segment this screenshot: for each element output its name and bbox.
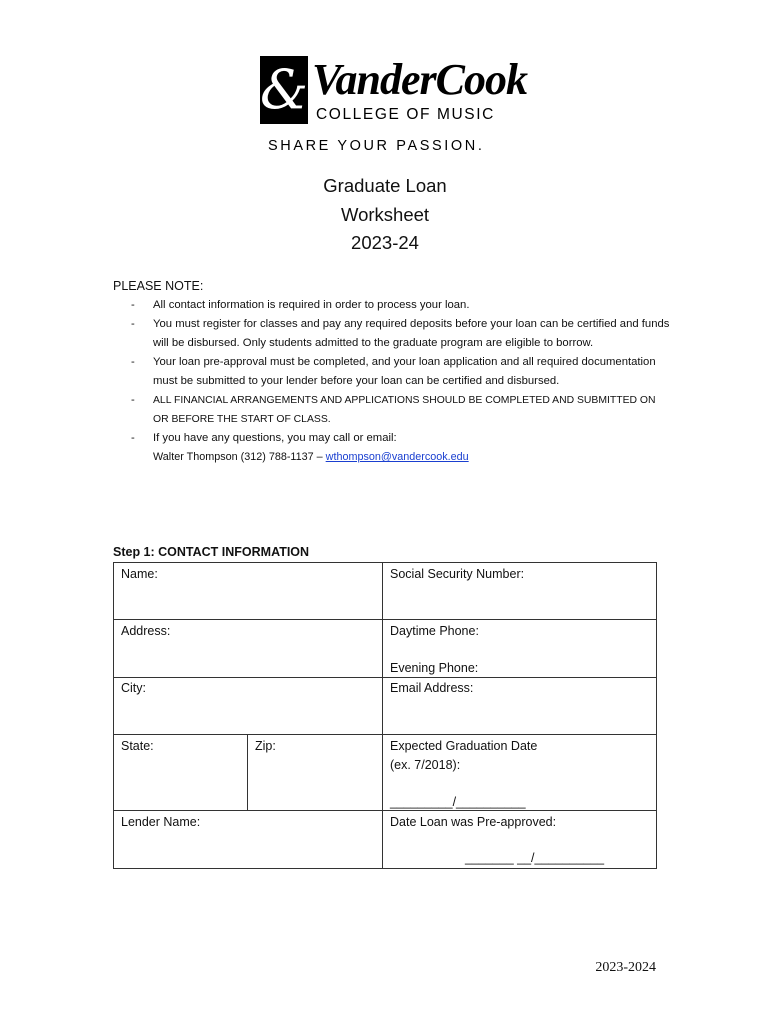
- college-logo: [258, 55, 527, 156]
- contact-information-table: [113, 562, 657, 869]
- list-item: - All contact information is required in order to process your loan.: [113, 296, 673, 315]
- table-border-top: [113, 562, 657, 563]
- list-item: - ALL FINANCIAL ARRANGEMENTS AND APPLICATIONS SHOULD BE COMPLETED AND SUBMITTED ON OR BEFORE THE START OF CLASS.: [113, 391, 673, 429]
- address-field[interactable]: Address:: [121, 624, 171, 638]
- name-field[interactable]: Name:: [121, 567, 158, 581]
- table-row-divider: [113, 810, 657, 811]
- contact-email-link[interactable]: wthompson@vandercook.edu: [325, 451, 469, 463]
- graduation-date-label: Expected Graduation Date: [390, 739, 538, 753]
- title-line-3: 2023-24: [351, 232, 419, 253]
- email-field[interactable]: Email Address:: [390, 681, 474, 695]
- lender-name-field[interactable]: Lender Name:: [121, 815, 201, 829]
- treble-clef-logo-mark: &: [260, 56, 308, 124]
- graduation-date-field[interactable]: _________/__________: [390, 795, 526, 809]
- zip-field[interactable]: Zip:: [255, 739, 276, 753]
- state-zip-divider: [247, 734, 248, 811]
- logo-tagline: SHARE YOUR PASSION.: [268, 138, 485, 154]
- preapproval-date-label: Date Loan was Pre-approved:: [390, 815, 557, 829]
- document-title: [0, 172, 770, 258]
- list-item: - If you have any questions, you may call or email: Walter Thompson (312) 788-1137 – wthompson@vandercook.edu: [113, 429, 673, 467]
- bullet-dash: -: [131, 432, 135, 444]
- bullet-dash: -: [131, 356, 135, 368]
- table-row-divider: [113, 734, 657, 735]
- table-border-right: [656, 562, 657, 869]
- preapproval-date-field[interactable]: _______ __/__________: [465, 851, 605, 865]
- title-line-2: Worksheet: [340, 203, 430, 225]
- logo-subtitle: COLLEGE OF MUSIC: [316, 106, 495, 123]
- table-row-divider: [113, 677, 657, 678]
- list-item: - You must register for classes and pay any required deposits before your loan can be certified and funds will be disbursed. Only students admitted to the graduate program are eligible to borrow.: [113, 315, 673, 353]
- notes-list: [113, 296, 673, 467]
- step1-heading: Step 1: CONTACT INFORMATION: [113, 545, 310, 559]
- bullet-dash: -: [131, 299, 135, 311]
- table-column-divider: [382, 562, 383, 869]
- bullet-dash: -: [131, 318, 135, 330]
- bullet-dash: -: [131, 394, 135, 406]
- please-note-heading: PLEASE NOTE:: [113, 279, 204, 293]
- graduation-date-example: (ex. 7/2018):: [390, 758, 461, 772]
- table-border-bottom: [113, 868, 657, 869]
- table-row-divider: [113, 619, 657, 620]
- page-footer: 2023-2024: [595, 960, 656, 975]
- title-line-1: Graduate Loan: [323, 175, 447, 196]
- list-item: - Your loan pre-approval must be completed, and your loan application and all required documentation must be submitted to your lender before your loan can be certified and disbursed.: [113, 353, 673, 391]
- logo-name: VanderCook: [312, 55, 527, 104]
- contact-line: Walter Thompson (312) 788-1137 – wthompson@vandercook.edu: [153, 451, 469, 463]
- state-field[interactable]: State:: [121, 739, 154, 753]
- table-border-left: [113, 562, 114, 869]
- city-field[interactable]: City:: [121, 681, 146, 695]
- daytime-phone-field[interactable]: Daytime Phone:: [390, 624, 479, 638]
- evening-phone-field[interactable]: Evening Phone:: [390, 661, 479, 675]
- ssn-field[interactable]: Social Security Number:: [390, 567, 525, 581]
